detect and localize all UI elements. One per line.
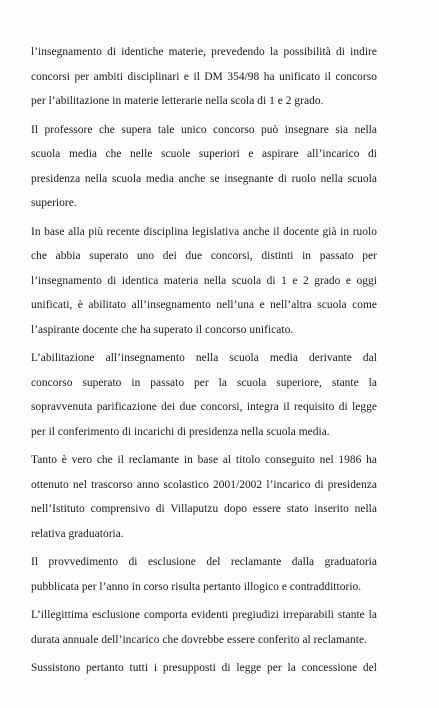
document-body — [31, 40, 377, 681]
paragraph-3 — [31, 220, 377, 343]
text-line: scuola media che nelle scuole superiori e aspirare all’incarico di — [31, 148, 377, 160]
text-line: l’aspirante docente che ha superato il concorso unificato. — [31, 323, 294, 336]
text-line: nell’Istituto comprensivo di Villaputzu dopo essere stato inserito nella — [31, 503, 377, 515]
paragraph-2 — [31, 118, 377, 216]
text-line: per l’abilitazione in materie letterarie nella scola di 1 e 2 grado. — [31, 95, 324, 107]
text-line: Il professore che supera tale unico concorso può insegnare sia nella — [31, 123, 377, 136]
paragraph-1 — [31, 40, 377, 114]
text-line: l’insegnamento di identica materia nella scuola di 1 e 2 grado e oggi — [31, 274, 377, 287]
paragraph-7 — [31, 603, 377, 652]
text-line: In base alla più recente disciplina legislativa anche il docente già in ruolo — [31, 225, 377, 238]
text-line: pubblicata per l’anno in corso risulta pertanto illogico e contraddittorio. — [31, 580, 362, 593]
text-line: presidenza nella scuola media anche se insegnante di ruolo nella scuola — [31, 172, 377, 185]
text-line: concorsi per ambiti disciplinari e il DM 354/98 ha unificato il concorso — [31, 70, 377, 83]
text-line: ottenuto nel trascorso anno scolastico 2001/2002 l’incarico di presidenza — [31, 478, 377, 491]
text-line: sopravvenuta parificazione dei due concorsi, integra il requisito di legge — [31, 401, 377, 413]
text-line: superiore. — [31, 197, 77, 209]
paragraph-6 — [31, 550, 377, 599]
text-line: Sussistono pertanto tutti i presupposti di legge per la concessione del — [31, 662, 377, 674]
text-line: che abbia superato uno dei due concorsi, distinti in passato per — [31, 250, 377, 262]
text-line: concorso superato in passato per la scuola superiore, stante la — [31, 376, 377, 389]
text-line: relativa graduatoria. — [31, 527, 124, 540]
text-line: per il conferimento di incarichi di presidenza nella scuola media. — [31, 425, 330, 438]
paragraph-4 — [31, 346, 377, 444]
text-line: Tanto è vero che il reclamante in base al titolo conseguito nel 1986 ha — [31, 454, 377, 466]
paragraph-5 — [31, 448, 377, 546]
text-line: Il provvedimento di esclusione del reclamante dalla graduatoria — [31, 556, 377, 568]
paragraph-8 — [31, 656, 377, 681]
text-line: L’abilitazione all’insegnamento nella scuola media derivante dal — [31, 352, 377, 364]
text-line: durata annuale dell’incarico che dovrebbe essere conferito al reclamante. — [31, 633, 368, 646]
text-line: unificati, è abilitato all’insegnamento nell’una e nell’altra scuola come — [31, 299, 377, 311]
text-line: L’illegittima esclusione comporta evidenti pregiudizi irreparabili stante la — [31, 609, 377, 621]
text-line: l’insegnamento di identiche materie, prevedendo la possibilità di indire — [31, 46, 377, 58]
